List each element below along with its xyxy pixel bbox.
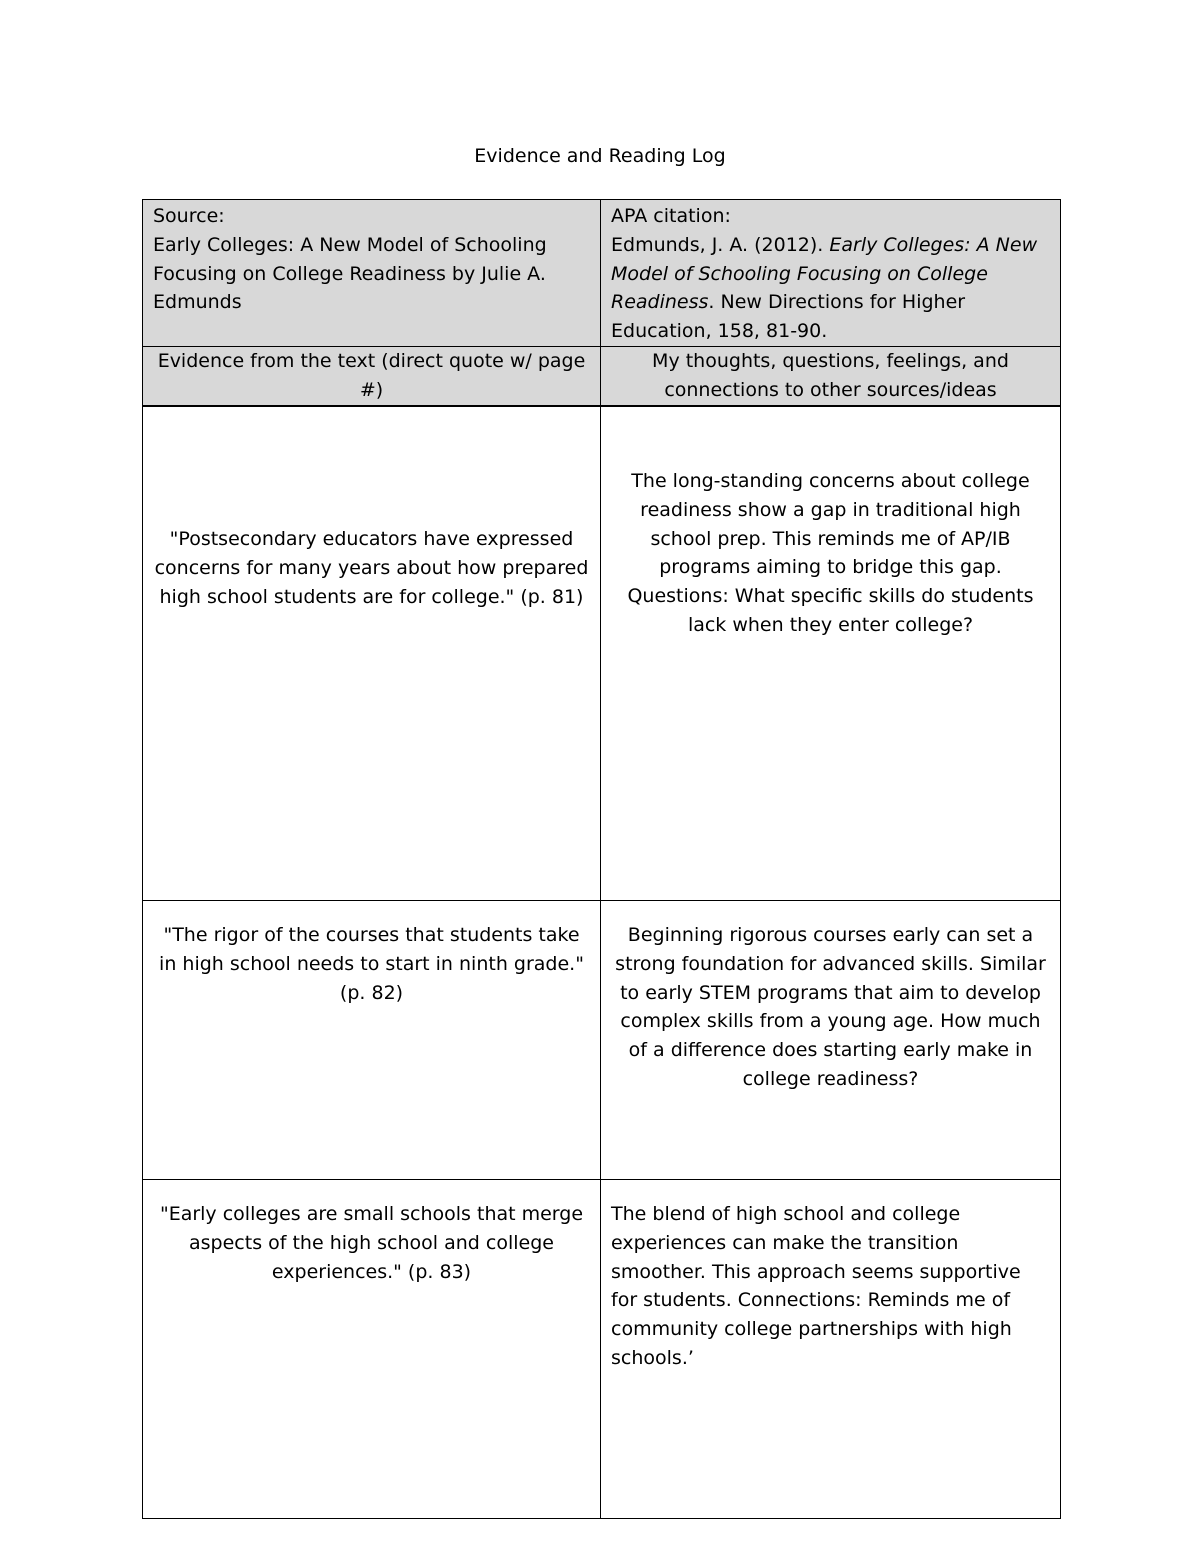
- citation-suffix: . New Directions for Higher Education, 158, 81-90.: [611, 291, 966, 343]
- citation-label: APA citation:: [611, 205, 731, 227]
- evidence-cell: [143, 1180, 601, 1519]
- page-title: Evidence and Reading Log: [474, 145, 726, 167]
- citation-cell: [601, 200, 1061, 347]
- evidence-log-table: [142, 199, 1061, 1519]
- thoughts-text: The long-standing concerns about college readiness show a gap in traditional high school prep. This reminds me of AP/IB programs aiming to bridge this gap. Questions: What specific skills do students lack when they enter college?: [627, 470, 1034, 636]
- citation-prefix: Edmunds, J. A. (2012).: [611, 233, 830, 256]
- evidence-cell: [143, 901, 601, 1180]
- source-text: Early Colleges: A New Model of Schooling Focusing on College Readiness by Julie A. Edmunds: [153, 233, 547, 314]
- thoughts-cell: [601, 901, 1061, 1180]
- citation-text: [611, 234, 1037, 342]
- table-row: [143, 901, 1061, 1180]
- evidence-quote: "Early colleges are small schools that merge aspects of the high school and college experiences." (p. 83): [159, 1203, 584, 1283]
- evidence-quote: "Postsecondary educators have expressed concerns for many years about how prepared high school students are for college." (p. 81): [154, 528, 589, 608]
- evidence-column-header: Evidence from the text (direct quote w/ page #): [143, 347, 601, 407]
- table-row: [143, 406, 1061, 901]
- thoughts-text: The blend of high school and college experiences can make the transition smoother. This approach seems supportive for students. Connections: Reminds me of community college partnerships with high schools.’: [611, 1203, 1021, 1369]
- citation-title: Early Colleges: A New Model of Schooling Focusing on College Readiness: [611, 233, 1038, 314]
- source-label: Source:: [153, 205, 225, 227]
- thoughts-cell: [601, 1180, 1061, 1519]
- table-row: [143, 1180, 1061, 1519]
- evidence-quote: "The rigor of the courses that students take in high school needs to start in ninth grade." (p. 82): [159, 924, 584, 1004]
- source-cell: [143, 200, 601, 347]
- evidence-cell: [143, 406, 601, 901]
- source-citation-row: [143, 200, 1061, 347]
- thoughts-column-header: My thoughts, questions, feelings, and connections to other sources/ideas: [601, 347, 1061, 407]
- column-header-row: [143, 347, 1061, 407]
- thoughts-cell: [601, 406, 1061, 901]
- thoughts-text: Beginning rigorous courses early can set a strong foundation for advanced skills. Similar to early STEM programs that aim to develop complex skills from a young age. How much of a difference does starting early make in college readiness?: [615, 924, 1046, 1090]
